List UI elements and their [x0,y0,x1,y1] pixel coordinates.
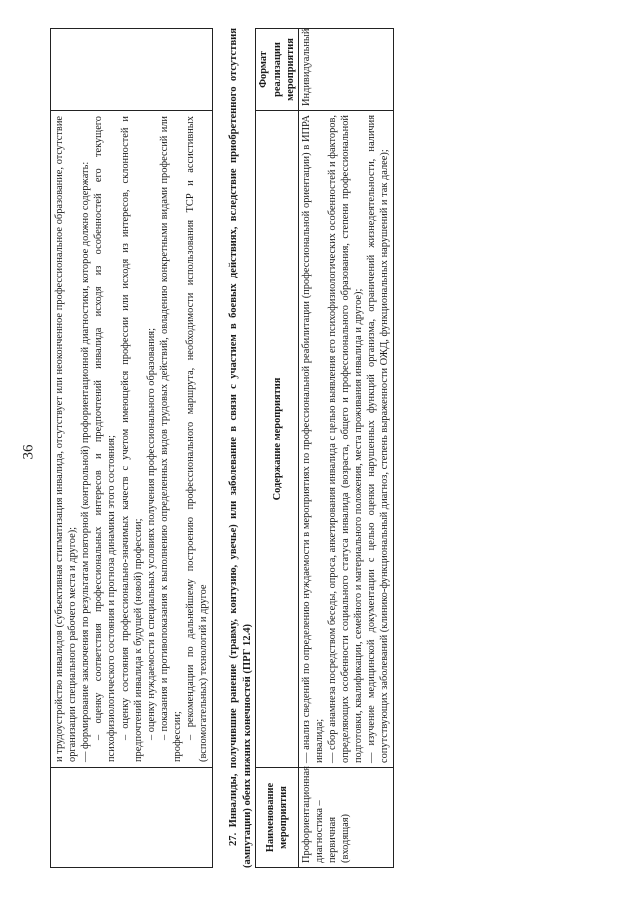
continuation-name-cell [51,768,213,868]
section-heading [227,28,254,868]
row-content [298,111,393,768]
content-item: — сбор анамнеза посредством беседы, опроса, анкетирования инвалида с целью выявления его психофизиологических особенностей и факторов, определяющих особенности социального статуса инвалида (возраста, общего и профессионального образования, степени профессиональной подготовки, квалификации, семейного и материального положения, места проживания инвалида и другое); [326,115,365,763]
continuation-line: – оценку нуждаемости в специальных условиях получения профессионального образования; [145,328,157,740]
continuation-line: и трудоустройство инвалидов (субъективная стигматизация инвалида, отсутствует или неоконченное профессиональное образование, отсутствие организации специального рабочего места и другое); [54,116,79,762]
rotated-page-content [50,28,625,868]
content-item: — анализ сведений по определению нуждаемости в мероприятиях по профессиональной реабилитации (профессиональной ориентации) в ИПРА инвалида; [300,115,325,763]
continuation-table [50,28,213,868]
row-form: Индивидуальный [298,29,393,111]
continuation-line: – оценку состояния профессионально-значимых качеств с учетом имеющейся профессии или исходя из интересов, склонностей и предпочтений инвалида к будущей (новой) профессии; [119,116,144,762]
measures-table [255,28,393,868]
continuation-line: – оценку соответствия профессиональных интересов и предпочтений инвалида исходя из особенностей его текущего психофизиологического состояния и прогноза динамики этого состояния; [93,116,118,762]
section-number: 27. [228,832,240,846]
continuation-line: – рекомендации по дальнейшему построению профессионального маршрута, необходимости использования ТСР и ассистивных (вспомогательных) технологий и другое [185,116,210,762]
header-row [256,29,298,868]
continuation-form-cell [51,29,213,111]
continuation-line: — формирование заключения по результатам повторной (контрольной) профориентационной диагностики, которое должно содержать: [80,161,92,762]
page-number: 36 [20,444,37,460]
table-row [298,29,393,868]
header-form: Формат реализации мероприятия [256,29,298,111]
section-title: Инвалиды, получившие ранение (травму, контузию, увечье) или заболевание в связи с участием в боевых действиях, вследствие приобретенного отсутствия (ампутации) обеих нижних конечностей (ПРГ 12.4) [228,28,253,868]
continuation-row [51,29,213,868]
header-content: Содержание мероприятия [256,111,298,768]
continuation-line: – показания и противопоказания к выполнению определенных видов трудовых действий, овладению конкретными видами профессий или профессии; [158,116,183,762]
header-name: Наименование мероприятия [256,768,298,868]
continuation-content-cell [51,111,213,768]
row-name: Профориентационная диагностика – первичная (входящая) [298,768,393,868]
page-number-box [20,440,38,464]
content-item: — изучение медицинской документации с целью оценки нарушенных функций организма, ограничений жизнедеятельности, наличия сопутствующих заболеваний (клинико-функциональный диагноз, степень выраженности ОЖД, функциональных нарушений и так далее); [366,115,391,763]
